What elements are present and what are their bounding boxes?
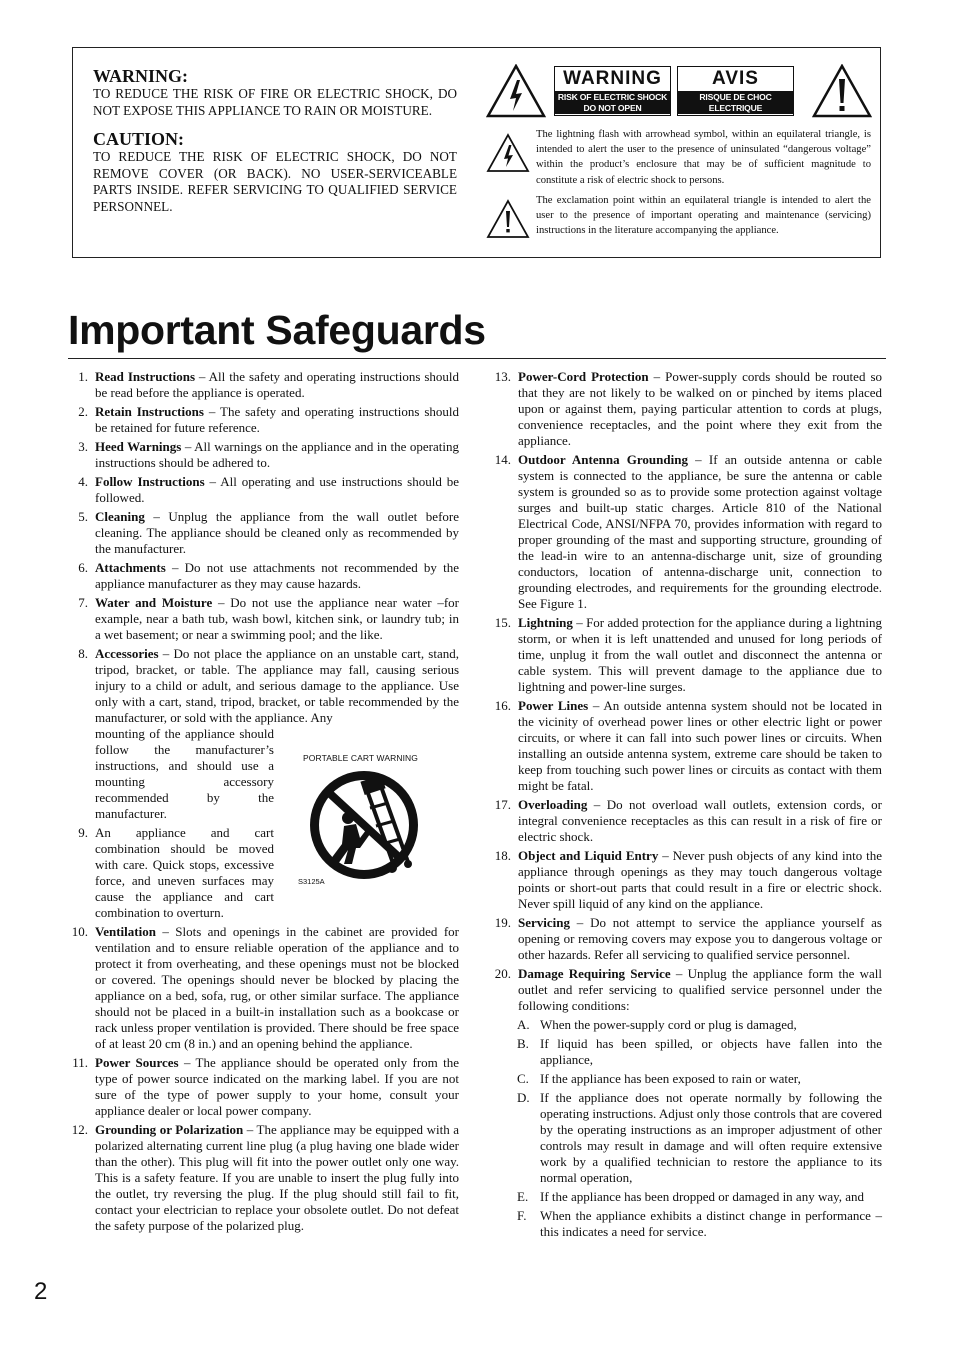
item-number: 2. [78, 404, 88, 419]
condition-text: When the appliance exhibits a distinct change in performance – this indicates a need for service. [540, 1208, 882, 1239]
condition-item-b [491, 1036, 882, 1068]
item-number: 13. [494, 369, 511, 384]
condition-text: If the appliance has been exposed to rain or water, [540, 1071, 801, 1086]
item-text: – Unplug the appliance form the wall outlet and refer servicing to qualified service personnel under the following conditions: [518, 966, 882, 1013]
exclamation-triangle-icon [812, 64, 872, 118]
item-number: 14. [494, 452, 511, 467]
item-heading: Power Lines [518, 698, 589, 713]
safeguard-item-19 [491, 915, 882, 963]
item-number: 17. [494, 797, 511, 812]
condition-text: If liquid has been spilled, or objects have fallen into the appliance, [540, 1036, 882, 1067]
item-number: 1. [78, 369, 88, 384]
page-title: Important Safeguards [68, 307, 486, 353]
warning-label-line1: RISK OF ELECTRIC SHOCK [557, 92, 668, 102]
condition-letter: D. [517, 1090, 530, 1105]
item-number: 15. [494, 615, 511, 630]
warning-text-block [93, 66, 457, 215]
exclamation-small-icon [486, 199, 530, 239]
safeguard-item-4 [68, 474, 459, 506]
condition-letter: C. [517, 1071, 529, 1086]
item-text: – Unplug the appliance from the wall outlet before cleaning. The appliance should be cleaned only as recommended by the manufacturer. [95, 509, 459, 556]
item-heading: Water and Moisture [95, 595, 213, 610]
item-text: – If an outside antenna or cable system is connected to the appliance, be sure the antenna or cable system is grounded so as to provide some protection against voltage surges and built-up static charges. Article 810 of the National Electrical Code, ANSI/NFPA 70, provides information with regard to proper grounding of the mast and supporting structure, grounding of the lead-in wire to an antenna-discharge unit, size of grounding conductors, location of antenna-discharge unit, connection to grounding electrodes, and requirements for the grounding electrode. See Figure 1. [518, 452, 882, 611]
lightning-symbol-row [486, 127, 871, 188]
safeguard-item-2 [68, 404, 459, 436]
item-heading: Outdoor Antenna Grounding [518, 452, 688, 467]
item-text: – For added protection for the appliance during a lightning storm, or when it is left unattended and unused for long periods of time, unplug it from the wall outlet and disconnect the antenna or cable system. This will prevent damage to the appliance due to lightning and power-line surges. [518, 615, 882, 694]
condition-item-e [491, 1189, 882, 1205]
warning-box [72, 47, 881, 258]
condition-text: When the power-supply cord or plug is damaged, [540, 1017, 797, 1032]
warning-label-sub [555, 91, 670, 114]
lightning-triangle-icon [486, 64, 546, 118]
item-heading: Overloading [518, 797, 588, 812]
symbols-block [486, 64, 871, 238]
title-divider [68, 358, 886, 359]
avis-label-head: AVIS [678, 67, 793, 91]
condition-letter: F. [517, 1208, 527, 1223]
condition-letter: A. [517, 1017, 530, 1032]
exclamation-symbol-row [486, 193, 871, 239]
cart-tipover-icon [304, 768, 426, 882]
condition-text: If the appliance does not operate normally by following the operating instructions. Adjust only those controls that are covered by the operating instructions as an improper adjustment of other controls may result in damage and will often require extensive work by a qualified technician to restore the appliance to its normal operation, [540, 1090, 882, 1185]
condition-letter: E. [517, 1189, 529, 1204]
safeguard-item-12 [68, 1122, 459, 1234]
item-text: mounting of the appliance should follow the manufacturer’s instructions, and should use a mounting accessory recommended by the manufacturer. [95, 726, 274, 821]
safeguard-item-16 [491, 698, 882, 794]
item-heading: Servicing [518, 915, 570, 930]
safeguard-item-20 [491, 966, 882, 1014]
item-heading: Object and Liquid Entry [518, 848, 659, 863]
item-heading: Damage Requiring Service [518, 966, 671, 981]
safeguard-item-11 [68, 1055, 459, 1119]
condition-item-f [491, 1208, 882, 1240]
safeguard-item-3 [68, 439, 459, 471]
item-number: 19. [494, 915, 511, 930]
warning-label [554, 66, 671, 116]
item-heading: Follow Instructions [95, 474, 205, 489]
item-number: 12. [71, 1122, 88, 1137]
item-heading: Power-Cord Protection [518, 369, 649, 384]
safeguard-item-8-continued [68, 726, 274, 822]
item-heading: Lightning [518, 615, 573, 630]
item-text: – All warnings on the appliance and in the operating instructions should be adhered to. [95, 439, 459, 470]
item-heading: Attachments [95, 560, 166, 575]
item-number: 16. [494, 698, 511, 713]
safeguard-item-1 [68, 369, 459, 401]
portable-cart-warning-figure [298, 750, 428, 890]
safeguard-item-9 [68, 825, 274, 921]
item-text: – All operating and use instructions should be followed. [95, 474, 459, 505]
warning-label-head: WARNING [555, 67, 670, 91]
warning-labels-row [486, 64, 871, 124]
safeguard-item-15 [491, 615, 882, 695]
lightning-description: The lightning flash with arrowhead symbol, within an equilateral triangle, is intended to alert the user to the presence of uninsulated “dangerous voltage” within the product’s enclosure that may be of sufficient magnitude to constitute a risk of electric shock to persons. [536, 129, 871, 186]
warning-label-line2: DO NOT OPEN [583, 103, 642, 113]
item-heading: Cleaning [95, 509, 145, 524]
lightning-small-icon [486, 133, 530, 173]
item-heading: Retain Instructions [95, 404, 204, 419]
avis-label-line2: NE PAS OUVRIR [703, 114, 768, 124]
item-text: – Slots and openings in the cabinet are provided for ventilation and to ensure reliable operation of the appliance and to protect it from overheating, and these openings must not be blocked or covered. The openings should never be blocked by placing the appliance on a bed, sofa, rug, or other similar surface. The appliance should not be placed in a built-in installation such as a bookcase or rack unless proper ventilation is provided. There should be free space of at least 20 cm (8 in.) and an opening behind the appliance. [95, 924, 459, 1051]
right-column [491, 369, 882, 1243]
safeguard-item-5 [68, 509, 459, 557]
safeguard-item-10 [68, 924, 459, 1052]
item-number: 11. [72, 1055, 88, 1070]
warning-heading: WARNING: [93, 66, 189, 86]
item-number: 7. [78, 595, 88, 610]
item-number: 9. [78, 825, 88, 840]
item-number: 20. [494, 966, 511, 981]
cart-figure-caption: PORTABLE CART WARNING [303, 753, 418, 763]
condition-text: If the appliance has been dropped or damaged in any way, and [540, 1189, 865, 1204]
item-text: – Do not use attachments not recommended by the appliance manufacturer as they may cause hazards. [95, 560, 459, 591]
safeguard-item-18 [491, 848, 882, 912]
item-text: – Do not place the appliance on an unstable cart, stand, tripod, bracket, or table. The appliance may fall, causing serious injury to a child or adult, and serious damage to the appliance. Use only with a cart, stand, tripod, bracket, or table recommended by the manufacturer, or sold with the appliance. Any [95, 646, 459, 725]
exclamation-description: The exclamation point within an equilateral triangle is intended to alert the user to the presence of important operating and maintenance (servicing) instructions in the literature accompanying the appliance. [536, 194, 871, 237]
item-number: 3. [78, 439, 88, 454]
item-heading: Accessories [95, 646, 159, 661]
condition-item-a [491, 1017, 882, 1033]
page-number: 2 [34, 1278, 48, 1305]
warning-text: TO REDUCE THE RISK OF FIRE OR ELECTRIC SHOCK, DO NOT EXPOSE THIS APPLIANCE TO RAIN OR MOISTURE. [93, 86, 457, 118]
item-heading: Ventilation [95, 924, 156, 939]
item-heading: Heed Warnings [95, 439, 182, 454]
item-text: – The appliance should be operated only from the type of power source indicated on the marking label. If you are not sure of the type of power supply to your home, consult your appliance dealer or local power company. [95, 1055, 459, 1118]
safeguard-item-13 [491, 369, 882, 449]
avis-label [677, 66, 794, 124]
item-text: – Do not overload wall outlets, extension cords, or integral convenience receptacles as this can result in a risk of fire or electric shock. [518, 797, 882, 844]
item-text: An appliance and cart combination should be moved with care. Quick stops, excessive force, and uneven surfaces may cause the appliance and cart combination to overturn. [95, 825, 274, 920]
item-text: – The safety and operating instructions should be retained for future reference. [95, 404, 459, 435]
item-text: – Do not use the appliance near water –for example, near a bath tub, wash bowl, kitchen sink, or laundry tub; in a wet basement; or near a swimming pool; and the like. [95, 595, 459, 642]
safeguard-item-14 [491, 452, 882, 612]
item-number: 10. [71, 924, 88, 939]
item-number: 5. [78, 509, 88, 524]
item-text: – The appliance may be equipped with a polarized alternating current line plug (a plug having one blade wider than the other). This plug will fit into the power outlet only one way. This is a safety feature. If you are unable to insert the plug fully into the outlet, try reversing the plug. If the plug should still fail to fit, contact your electrician to replace your obsolete outlet. Do not defeat the safety purpose of the polarized plug. [95, 1122, 460, 1233]
cart-figure-code: S3125A [298, 877, 325, 886]
item-number: 4. [78, 474, 88, 489]
safeguard-item-6 [68, 560, 459, 592]
item-text: – Do not attempt to service the appliance yourself as opening or removing covers may expose you to dangerous voltage or other hazards. Refer all servicing to qualified service personnel. [518, 915, 882, 962]
item-text: – Never push objects of any kind into the appliance through openings as they may touch dangerous voltage points or short-out parts that could result in a fire or electric shock. Never spill liquid of any kind on the appliance. [518, 848, 882, 911]
item-text: – An outside antenna system should not be located in the vicinity of overhead power lines or other electric light or power circuits, or where it can fall into such power lines or circuits. When installing an outside antenna system, extreme care should be taken to keep from touching such power lines or circuits as contact with them might be fatal. [518, 698, 882, 793]
caution-heading: CAUTION: [93, 129, 185, 149]
item-heading: Power Sources [95, 1055, 179, 1070]
avis-label-line1: RISQUE DE CHOC ELECTRIQUE [699, 92, 772, 113]
caution-text: TO REDUCE THE RISK OF ELECTRIC SHOCK, DO NOT REMOVE COVER (OR BACK). NO USER-SERVICEABLE PARTS INSIDE. REFER SERVICING TO QUALIFIED SERVICE PERSONNEL. [93, 149, 457, 214]
condition-letter: B. [517, 1036, 529, 1051]
safeguard-item-8 [68, 646, 459, 726]
item-number: 8. [78, 646, 88, 661]
item-number: 6. [78, 560, 88, 575]
avis-label-sub [678, 91, 793, 124]
condition-item-c [491, 1071, 882, 1087]
item-heading: Read Instructions [95, 369, 195, 384]
safeguard-item-7 [68, 595, 459, 643]
condition-item-d [491, 1090, 882, 1186]
safeguard-item-17 [491, 797, 882, 845]
item-text: – Power-supply cords should be routed so that they are not likely to be walked on or pinched by items placed upon or against them, paying particular attention to cords at plugs, convenience receptacles, and the point where they exit from the appliance. [518, 369, 883, 448]
item-number: 18. [494, 848, 511, 863]
item-heading: Grounding or Polarization [95, 1122, 244, 1137]
item-text: – All the safety and operating instructions should be read before the appliance is operated. [95, 369, 459, 400]
